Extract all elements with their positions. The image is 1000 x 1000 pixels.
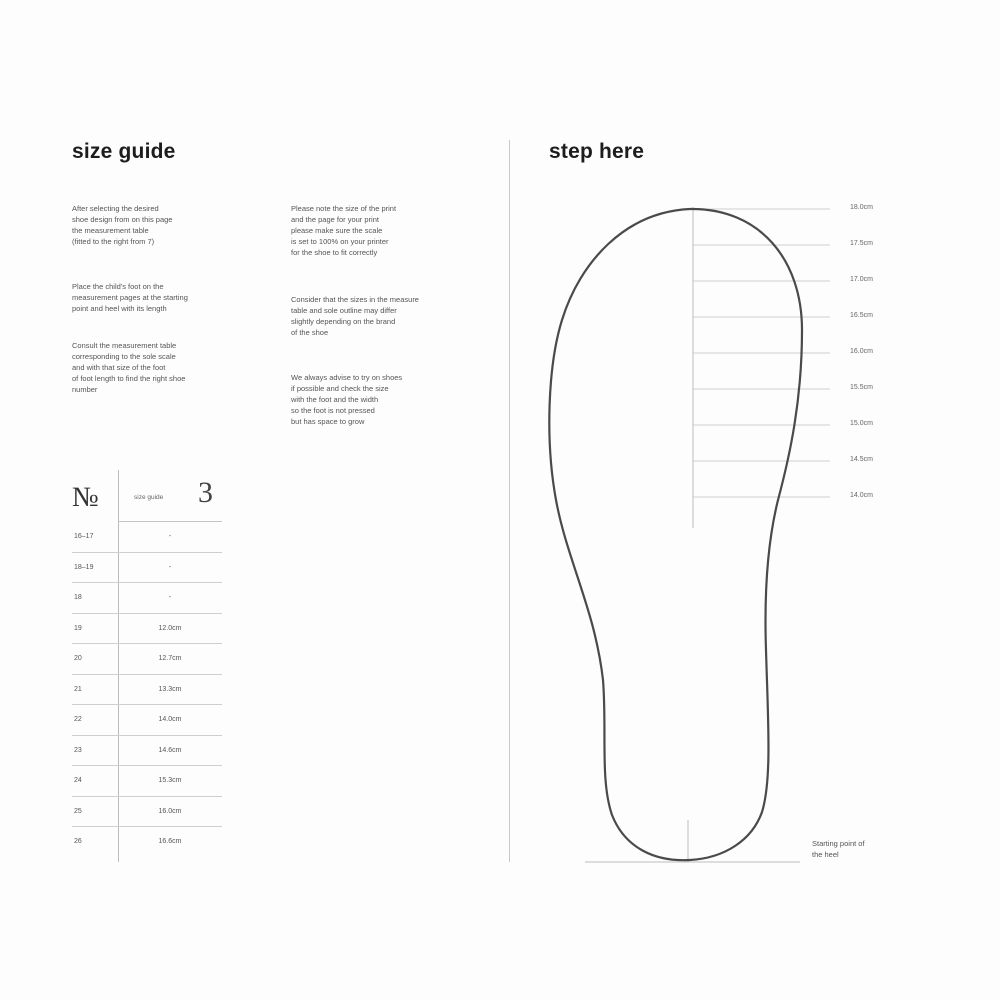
size-cell: 24 [74, 777, 82, 784]
size-guide-number: 3 [198, 476, 213, 509]
note-paragraph: We always advise to try on shoes if possible and check the size with the foot and the width so the foot is not pressed but has space to grow [291, 373, 403, 426]
size-cell: 19 [74, 624, 82, 632]
size-cell: 26 [74, 838, 82, 845]
size-cell: 20 [74, 655, 82, 662]
length-cell: 14.6cm [158, 746, 182, 754]
length-cell: 15.3cm [158, 777, 182, 784]
sole-outline [549, 209, 802, 860]
size-cell: 22 [74, 716, 82, 723]
step-here-title: step here [549, 140, 645, 163]
length-cell: 16.0cm [158, 807, 182, 815]
length-cell: 13.3cm [158, 685, 182, 693]
instruction-paragraph: Place the child's foot on the measurement pages at the starting point and heel with its length [72, 282, 188, 313]
size-guide-title: size guide [72, 140, 176, 163]
length-cell: - [168, 563, 172, 571]
length-cell: 14.0cm [158, 716, 182, 723]
measure-label: 15.5cm [850, 384, 873, 391]
size-cell: 18 [74, 594, 82, 601]
heel-start-label: Starting point of the heel [812, 839, 865, 859]
size-cell: 21 [74, 685, 82, 693]
length-cell: 16.6cm [158, 838, 182, 845]
size-number-header: № [72, 482, 99, 513]
size-cell: 25 [74, 807, 82, 815]
size-cell: 16–17 [74, 533, 94, 540]
instruction-paragraph: After selecting the desired shoe design from on this page the measurement table (fitted to the right from 7) [72, 204, 173, 246]
length-cell: 12.0cm [158, 624, 182, 632]
size-cell: 18–19 [74, 563, 94, 571]
measure-label: 14.5cm [850, 456, 873, 463]
measure-label: 16.5cm [850, 312, 873, 319]
length-cell: 12.7cm [158, 655, 182, 662]
measurement-lines [693, 209, 830, 497]
measure-label: 14.0cm [850, 492, 873, 499]
measure-label: 17.5cm [850, 240, 873, 247]
note-paragraph: Consider that the sizes in the measure table and sole outline may differ slightly depending on the brand of the shoe [291, 295, 419, 337]
note-paragraph: Please note the size of the print and the page for your print please make sure the scale is set to 100% on your printer for the shoe to fit correctly [291, 204, 397, 257]
measure-label: 18.0cm [850, 204, 873, 211]
measure-label: 17.0cm [850, 276, 873, 283]
measure-label: 16.0cm [850, 348, 873, 355]
length-cell: - [168, 594, 172, 601]
size-guide-header: size guide [134, 494, 164, 501]
measure-label: 15.0cm [850, 420, 873, 427]
instruction-paragraph: Consult the measurement table corresponding to the sole scale and with that size of the foot of foot length to find the right shoe number [72, 341, 186, 394]
size-cell: 23 [74, 746, 82, 754]
length-cell: - [168, 533, 172, 540]
